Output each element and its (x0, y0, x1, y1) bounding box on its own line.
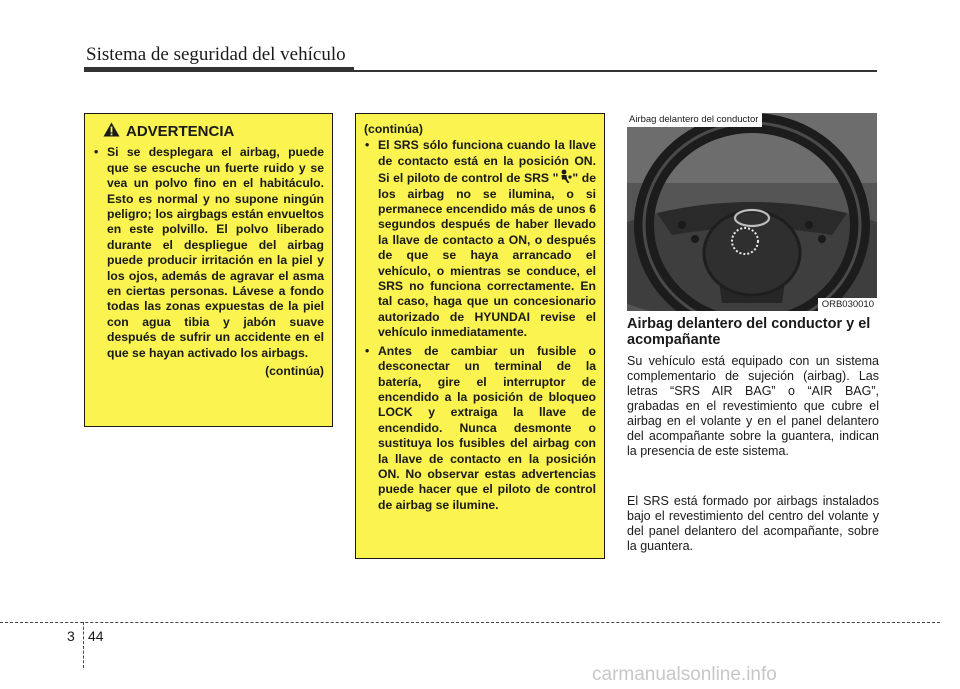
section-title: Airbag delantero del conductor y el acompañante (627, 316, 871, 348)
airbag-srs-icon (558, 171, 572, 185)
continued-warning-box (355, 113, 605, 559)
continued-bullet-fuse: • Antes de cambiar un fusible o desconectar un terminal de la batería, gire el interruptor de encendido a la posición de bloqueo LOCK y extraiga la llave de encendido. Nunca desmonte o sustituya los fusibles del airbag con la llave de contacto en la posición ON. No observar estas advertencias puede hacer que el piloto de control de airbag se ilumine. (364, 344, 596, 513)
steering-wheel-photo (627, 113, 877, 311)
steering-wheel-illustration (627, 113, 877, 311)
page-number: 44 (88, 628, 104, 644)
warning-bullet: • Si se desplegara el airbag, puede que se escuche un fuerte ruido y se vea un polvo fino en el habitáculo. Esto es normal y no supone ningún peligro; los airgbags están envueltos en este polvillo. El polvo liberado durante el despliegue del airbag puede producir irritación en la piel y los ojos, además de agravar el asma en ciertas personas. Lávese a fondo todas las zonas expuestas de la piel con agua tibia y jabón suave después de sufrir un accidente en el que se hayan activado los airbags. (93, 145, 324, 361)
bullet-text-part1: El SRS sólo funciona cuando la llave de contacto está en la posición ON. Si el piloto de control de SRS " (378, 138, 596, 186)
watermark: carmanualsonline.info (592, 664, 777, 685)
chapter-number: 3 (67, 628, 75, 644)
warning-list (93, 145, 324, 361)
continued-list (364, 138, 596, 513)
warning-box (84, 113, 333, 427)
header-rule-thick (84, 67, 354, 72)
warning-triangle-icon (103, 122, 120, 141)
footer-dashed-divider (83, 622, 84, 668)
continued-heading: (continúa) (364, 122, 423, 136)
warning-title: ADVERTENCIA (126, 123, 235, 140)
header-rule-thin (354, 70, 877, 72)
warning-continues: (continúa) (265, 364, 324, 379)
section-paragraph-1: Su vehículo está equipado con un sistema complementario de sujeción (airbag). Las letras “SRS AIR BAG” o “AIR BAG”, grabadas en el revestimiento que cubre el airbag en el volante y en el panel delantero del acompañante sobre la guantera, indican la presencia de este sistema. (627, 354, 879, 458)
continued-bullet-srs (364, 138, 596, 340)
figure-caption: Airbag delantero del conductor (627, 113, 762, 127)
section-paragraph-2: El SRS está formado por airbags instalados bajo el revestimiento del centro del volante y del panel delantero del acompañante, sobre la guantera. (627, 494, 879, 553)
footer-dashed-rule (0, 622, 940, 623)
warning-header (103, 122, 324, 141)
page-header-title: Sistema de seguridad del vehículo (86, 44, 346, 65)
bullet-text-part2: " de los airbag no se ilumina, o si permanece encendido más de unos 6 segundos después de haber llevado la llave de contacto a ON, o después de que se haya arrancado el vehículo, o mientras se conduce, el SRS no funciona correctamente. En tal caso, haga que un concesionario autorizado de HYUNDAI revise el vehículo inmediatamente. (378, 171, 596, 340)
figure-code: ORB030010 (818, 298, 877, 311)
